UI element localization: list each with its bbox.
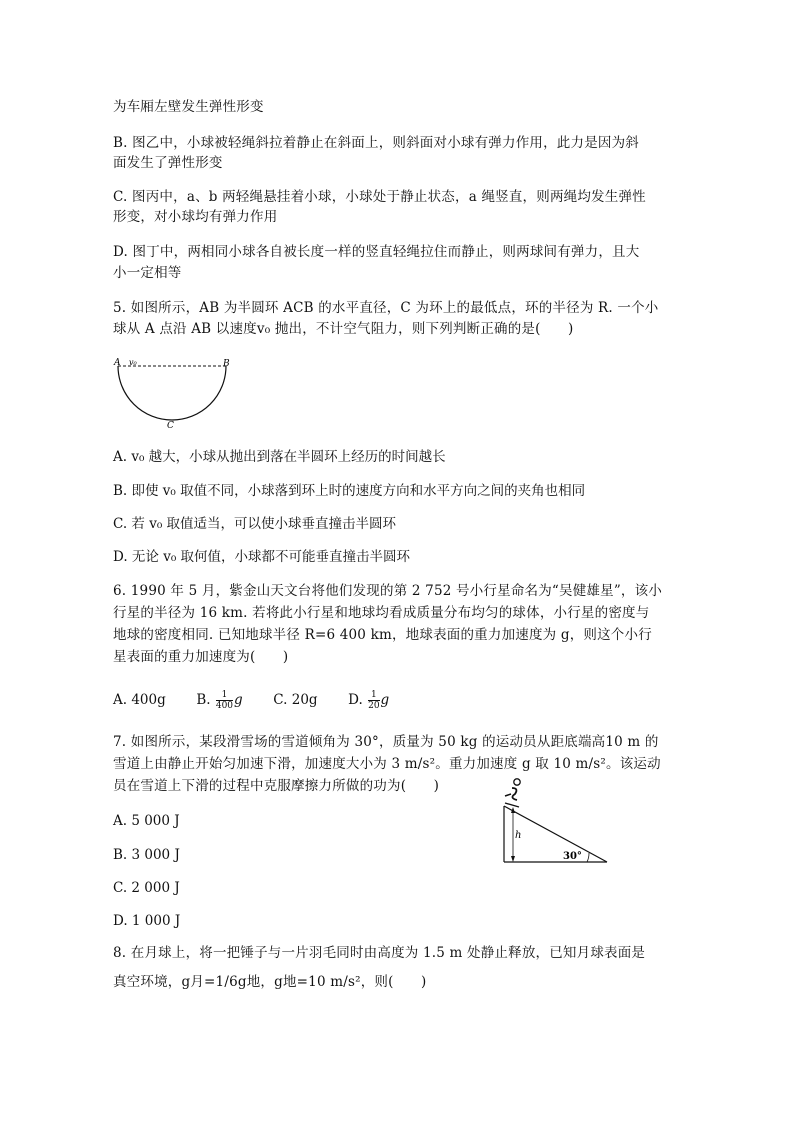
frac-denominator: 20 <box>368 701 380 711</box>
q8-stem-line1: 8. 在月球上，将一把锤子与一片羽毛同时由高度为 1.5 m 处静止释放，已知月球表面是 <box>113 945 646 961</box>
q6-stem-line4: 星表面的重力加速度为( ) <box>113 649 289 665</box>
q7-option-b: B. 3 000 J <box>113 847 180 863</box>
q5-stem-line2: 球从 A 点沿 AB 以速度v₀ 抛出，不计空气阻力，则下列判断正确的是( ) <box>113 321 574 337</box>
g-symbol: g <box>234 692 243 708</box>
q5-option-d: D. 无论 v₀ 取何值，小球都不可能垂直撞击半圆环 <box>113 549 411 565</box>
q4-option-c-line1: C. 图丙中，a、b 两轻绳悬挂着小球，小球处于静止状态，a 绳竖直，则两绳均发生弹性 <box>113 189 646 205</box>
q6-option-a: A. 400g <box>113 692 166 708</box>
q6-option-b-fraction <box>216 690 233 711</box>
skier-icon <box>505 779 520 807</box>
q5-option-c: C. 若 v₀ 取值适当，可以使小球垂直撞击半圆环 <box>113 516 397 532</box>
q4-option-d-line2: 小一定相等 <box>113 265 182 281</box>
q7-incline-figure <box>495 776 615 866</box>
q7-stem-line1: 7. 如图所示，某段滑雪场的雪道倾角为 30°，质量为 50 kg 的运动员从距底端高10 m 的 <box>113 734 659 750</box>
frac-denominator: 400 <box>215 701 234 711</box>
q6-stem-line3: 地球的密度相同. 已知地球半径 R=6 400 km，地球表面的重力加速度为 g，则这个小行 <box>113 627 652 643</box>
q4-option-b-line1: B. 图乙中，小球被轻绳斜拉着静止在斜面上，则斜面对小球有弹力作用，此力是因为斜 <box>113 135 640 151</box>
q4-option-d-line1: D. 图丁中，两相同小球各自被长度一样的竖直轻绳拉住而静止，则两球间有弹力，且大 <box>113 244 640 260</box>
q4-option-b-line2: 面发生了弹性形变 <box>113 155 223 171</box>
q6-stem-line2: 行星的半径为 16 km. 若将此小行星和地球均看成质量分布均匀的球体，小行星的密度与 <box>113 605 650 621</box>
q5-label-a: A <box>114 358 121 368</box>
q5-option-a: A. v₀ 越大，小球从抛出到落在半圆环上经历的时间越长 <box>113 449 446 465</box>
q7-stem-line3: 员在雪道上下滑的过程中克服摩擦力所做的功为( ) <box>113 778 440 794</box>
q6-option-c: C. 20g <box>273 692 318 708</box>
g-symbol: g <box>380 692 390 708</box>
frac-numerator: 1 <box>216 690 233 701</box>
q7-option-c: C. 2 000 J <box>113 880 180 896</box>
q5-label-b: B <box>223 359 230 369</box>
q7-stem-line2: 雪道上由静止开始匀加速下滑，加速度大小为 3 m/s²。重力加速度 g 取 10 m/s²。该运动 <box>113 756 661 772</box>
q6-option-d-fraction <box>368 690 379 711</box>
q6-stem-line1: 6. 1990 年 5 月，紫金山天文台将他们发现的第 2 752 号小行星命名为“吴健雄星”，该小 <box>113 583 663 599</box>
text-line: 为车厢左壁发生弹性形变 <box>113 99 264 115</box>
q5-semicircle-figure <box>108 356 238 432</box>
q7-option-d: D. 1 000 J <box>113 913 181 929</box>
q6-option-d-prefix: D. <box>348 692 363 708</box>
q8-stem-line2: 真空环境，g月=1/6g地，g地=10 m/s²，则( ) <box>113 974 427 990</box>
q6-options-row <box>113 690 389 711</box>
q7-option-a: A. 5 000 J <box>113 813 180 829</box>
q5-option-b: B. 即使 v₀ 取值不同，小球落到环上时的速度方向和水平方向之间的夹角也相同 <box>113 483 586 499</box>
frac-numerator: 1 <box>368 690 379 701</box>
q7-label-angle: 30° <box>563 851 582 862</box>
q5-label-v0: v₀ <box>129 358 137 367</box>
q7-label-h: h <box>515 830 522 841</box>
q6-option-b-prefix: B. <box>196 692 211 708</box>
q5-stem-line1: 5. 如图所示，AB 为半圆环 ACB 的水平直径，C 为环上的最低点，环的半径为 R. 一个小 <box>113 300 659 316</box>
q4-option-c-line2: 形变，对小球均有弹力作用 <box>113 209 278 225</box>
q5-label-c: C <box>167 421 174 431</box>
